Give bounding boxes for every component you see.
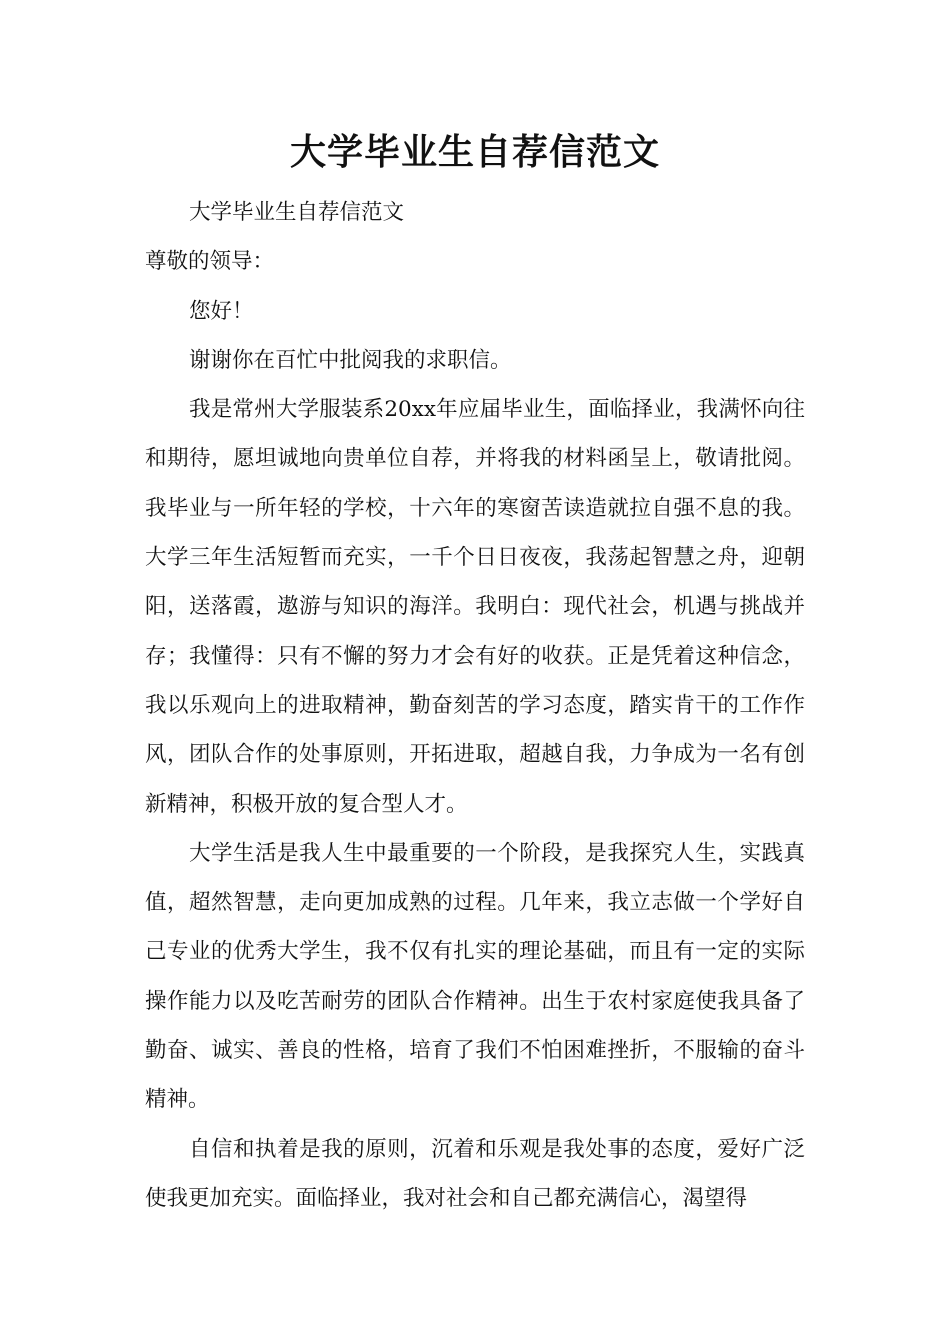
document-title: 大学毕业生自荐信范文 bbox=[289, 132, 660, 173]
salutation: 尊敬的领导： bbox=[145, 249, 275, 275]
body-paragraph: 谢谢你在百忙中批阅我的求职信。 bbox=[189, 347, 512, 373]
body-paragraph: 我是常州大学服装系20xx年应届毕业生，面临择业，我满怀向往和期待，愿坦诚地向贵单位自荐，并将我的材料函呈上，敬请批阅。 我毕业与一所年轻的学校，十六年的寒窗苦读造就拉自强不息的我。大学三年生活短暂而充实，一千个日日夜夜，我荡起智慧之舟，迎朝阳，送落霞，遨游与知识的海洋。我明白：现代社会，机遇与挑战并存；我懂得：只有不懈的努力才会有好的收获。正是凭着这种信念，我以乐观向上的进取精神，勤奋刻苦的学习态度，踏实肯干的工作作风，团队合作的处事原则，开拓进取，超越自我，力争成为一名有创新精神，积极开放的复合型人才。 bbox=[145, 397, 805, 817]
document-subtitle: 大学毕业生自荐信范文 bbox=[189, 200, 405, 225]
greeting: 您好！ bbox=[189, 298, 254, 324]
body-paragraph: 大学生活是我人生中最重要的一个阶段，是我探究人生，实践真值，超然智慧，走向更加成熟的过程。几年来，我立志做一个学好自己专业的优秀大学生，我不仅有扎实的理论基础，而且有一定的实际操作能力以及吃苦耐劳的团队合作精神。出生于农村家庭使我具备了勤奋、诚实、善良的性格，培育了我们不怕困难挫折，不服输的奋斗精神。 bbox=[145, 840, 805, 1113]
document-page bbox=[145, 118, 805, 1223]
body-paragraph: 自信和执着是我的原则，沉着和乐观是我处事的态度，爱好广泛使我更加充实。面临择业，我对社会和自己都充满信心，渴望得 bbox=[145, 1136, 805, 1211]
